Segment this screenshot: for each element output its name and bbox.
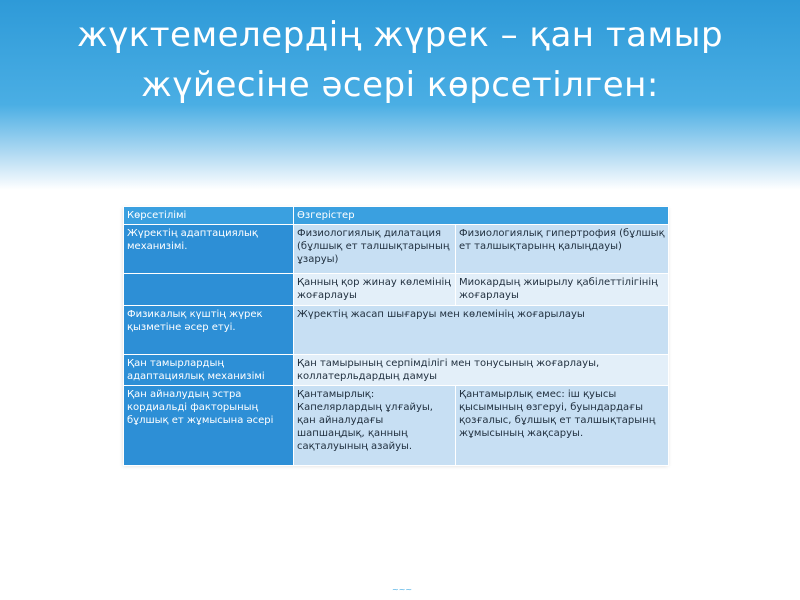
row-label	[124, 274, 294, 306]
data-table	[123, 206, 669, 466]
table-cell: Миокардың жиырылу қабілеттілігінің жоғарлауы	[456, 274, 669, 306]
table-row	[124, 225, 669, 274]
row-label: Жүректің адаптациялық механизімі.	[124, 225, 294, 274]
table-row	[124, 274, 669, 306]
table-header-row	[124, 207, 669, 225]
slide-title-line-2: жүйесіне әсері көрсетілген:	[141, 65, 659, 105]
table-row	[124, 355, 669, 386]
table-cell: Қан тамырының серпімділігі мен тонусының жоғарлауы, коллатерльдардың дамуы	[294, 355, 669, 386]
column-header-changes: Өзгерістер	[294, 207, 669, 225]
row-label: Қан тамырлардың адаптациялық механизімі	[124, 355, 294, 386]
row-label: Қан айналудың эстра кордиальді факторының бұлшық ет жұмысына әсері	[124, 386, 294, 466]
table-cell: Физиологиялық гипертрофия (бұлшық ет талшықтарынң қалыңдауы)	[456, 225, 669, 274]
table-cell: Физиологиялық дилатация (бұлшық ет талшықтарының ұзаруы)	[294, 225, 456, 274]
slide-title-line-1: жүктемелердің жүрек – қан тамыр	[76, 15, 724, 55]
column-header-indicator: Көрсетілімі	[124, 207, 294, 225]
table-row	[124, 386, 669, 466]
slide-footer-ornament: ~~~	[392, 585, 413, 594]
row-label: Физикалық күштің жүрек қызметіне әсер етуі.	[124, 306, 294, 355]
table-cell: Жүректің жасап шығаруы мен көлемінің жоғарылауы	[294, 306, 669, 355]
slide-title	[0, 10, 800, 110]
table-cell: Қанның қор жинау көлемінің жоғарлауы	[294, 274, 456, 306]
table-cell: Қантамырлық емес: іш қуысы қысымының өзгеруі, буындардағы қозғалыс, бұлшық ет талшықтарынң жұмысының жақсаруы.	[456, 386, 669, 466]
table-cell: Қантамырлық: Капелярлардың ұлғайуы, қан айналудағы шапшаңдық, қанның сақталуының азайуы.	[294, 386, 456, 466]
table-row	[124, 306, 669, 355]
